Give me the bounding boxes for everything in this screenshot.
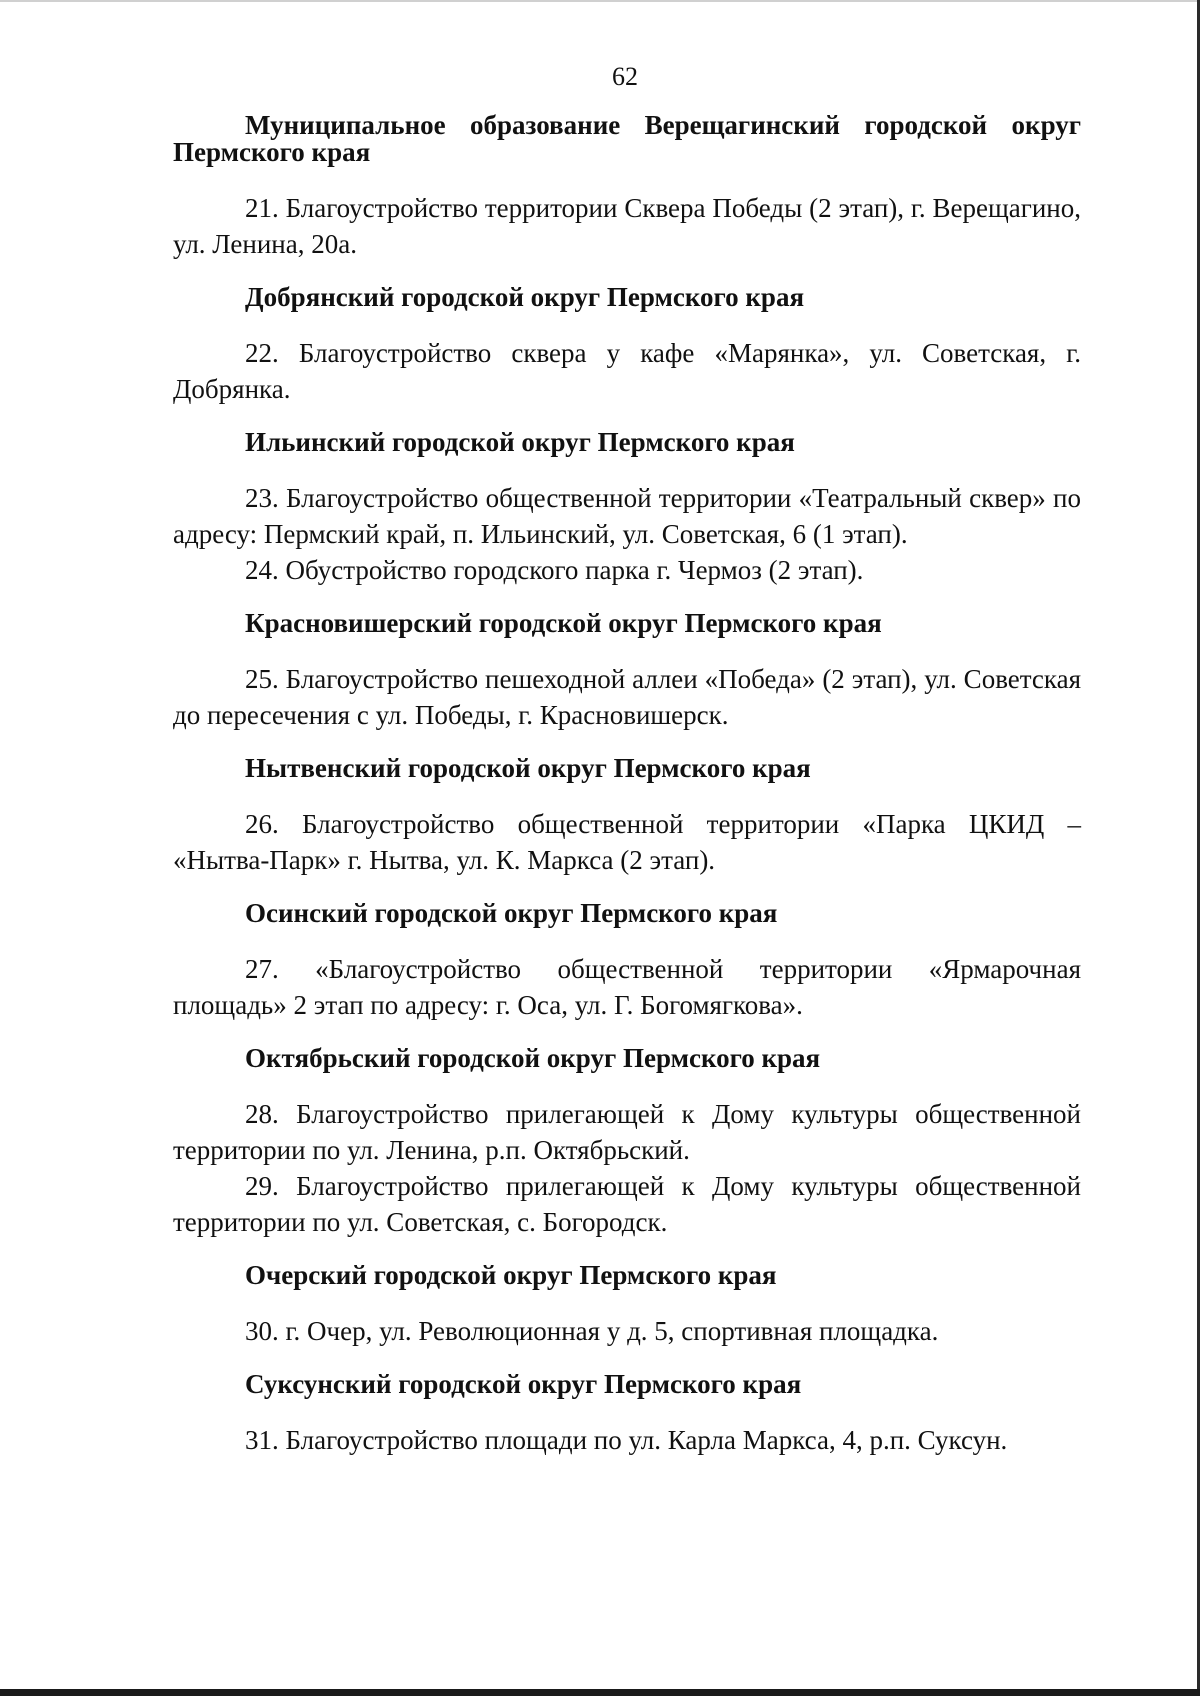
list-item-31: 31. Благоустройство площади по ул. Карла Маркса, 4, р.п. Суксун. xyxy=(245,1425,1008,1455)
list-item-21: 21. Благоустройство территории Сквера Победы (2 этап), г. Верещагино, ул. Ленина, 20а. xyxy=(173,193,1081,259)
list-item-30: 30. г. Очер, ул. Революционная у д. 5, спортивная площадка. xyxy=(245,1316,939,1346)
list-item-27: 27. «Благоустройство общественной территории «Ярмарочная площадь» 2 этап по адресу: г. Оса, ул. Г. Богомягкова». xyxy=(173,954,1081,1020)
scan-edge-bottom xyxy=(0,1689,1200,1696)
scan-edge-top xyxy=(0,0,1200,2)
section-heading-krasnovishersk: Красновишерский городской округ Пермского края xyxy=(245,608,882,638)
list-item-23: 23. Благоустройство общественной территории «Театральный сквер» по адресу: Пермский край, п. Ильинский, ул. Советская, 6 (1 этап). xyxy=(173,483,1081,549)
section-heading-nytva: Нытвенский городской округ Пермского края xyxy=(245,753,811,783)
section-heading-dobryanka: Добрянский городской округ Пермского края xyxy=(245,282,805,312)
section-heading-vereshchagino: Муниципальное образование Верещагинский городской округ Пермского края xyxy=(173,110,1081,167)
list-item-22: 22. Благоустройство сквера у кафе «Марянка», ул. Советская, г. Добрянка. xyxy=(173,338,1081,404)
list-item-29: 29. Благоустройство прилегающей к Дому культуры общественной территории по ул. Советская, с. Богородск. xyxy=(173,1171,1081,1237)
document-body xyxy=(173,112,1081,1458)
section-heading-suksun: Суксунский городской округ Пермского края xyxy=(245,1369,802,1399)
section-heading-oktyabrsky: Октябрьский городской округ Пермского края xyxy=(245,1043,821,1073)
list-item-24: 24. Обустройство городского парка г. Чермоз (2 этап). xyxy=(245,555,864,585)
section-heading-osa: Осинский городской округ Пермского края xyxy=(245,898,778,928)
list-item-28: 28. Благоустройство прилегающей к Дому культуры общественной территории по ул. Ленина, р.п. Октябрьский. xyxy=(173,1099,1081,1165)
section-heading-ocher: Очерский городской округ Пермского края xyxy=(245,1260,777,1290)
section-heading-ilinsky: Ильинский городской округ Пермского края xyxy=(245,427,795,457)
page-number: 62 xyxy=(612,62,638,91)
list-item-26: 26. Благоустройство общественной территории «Парка ЦКИД – «Нытва-Парк» г. Нытва, ул. К. Маркса (2 этап). xyxy=(173,809,1081,875)
list-item-25: 25. Благоустройство пешеходной аллеи «Победа» (2 этап), ул. Советская до пересечения с ул. Победы, г. Красновишерск. xyxy=(173,664,1081,730)
